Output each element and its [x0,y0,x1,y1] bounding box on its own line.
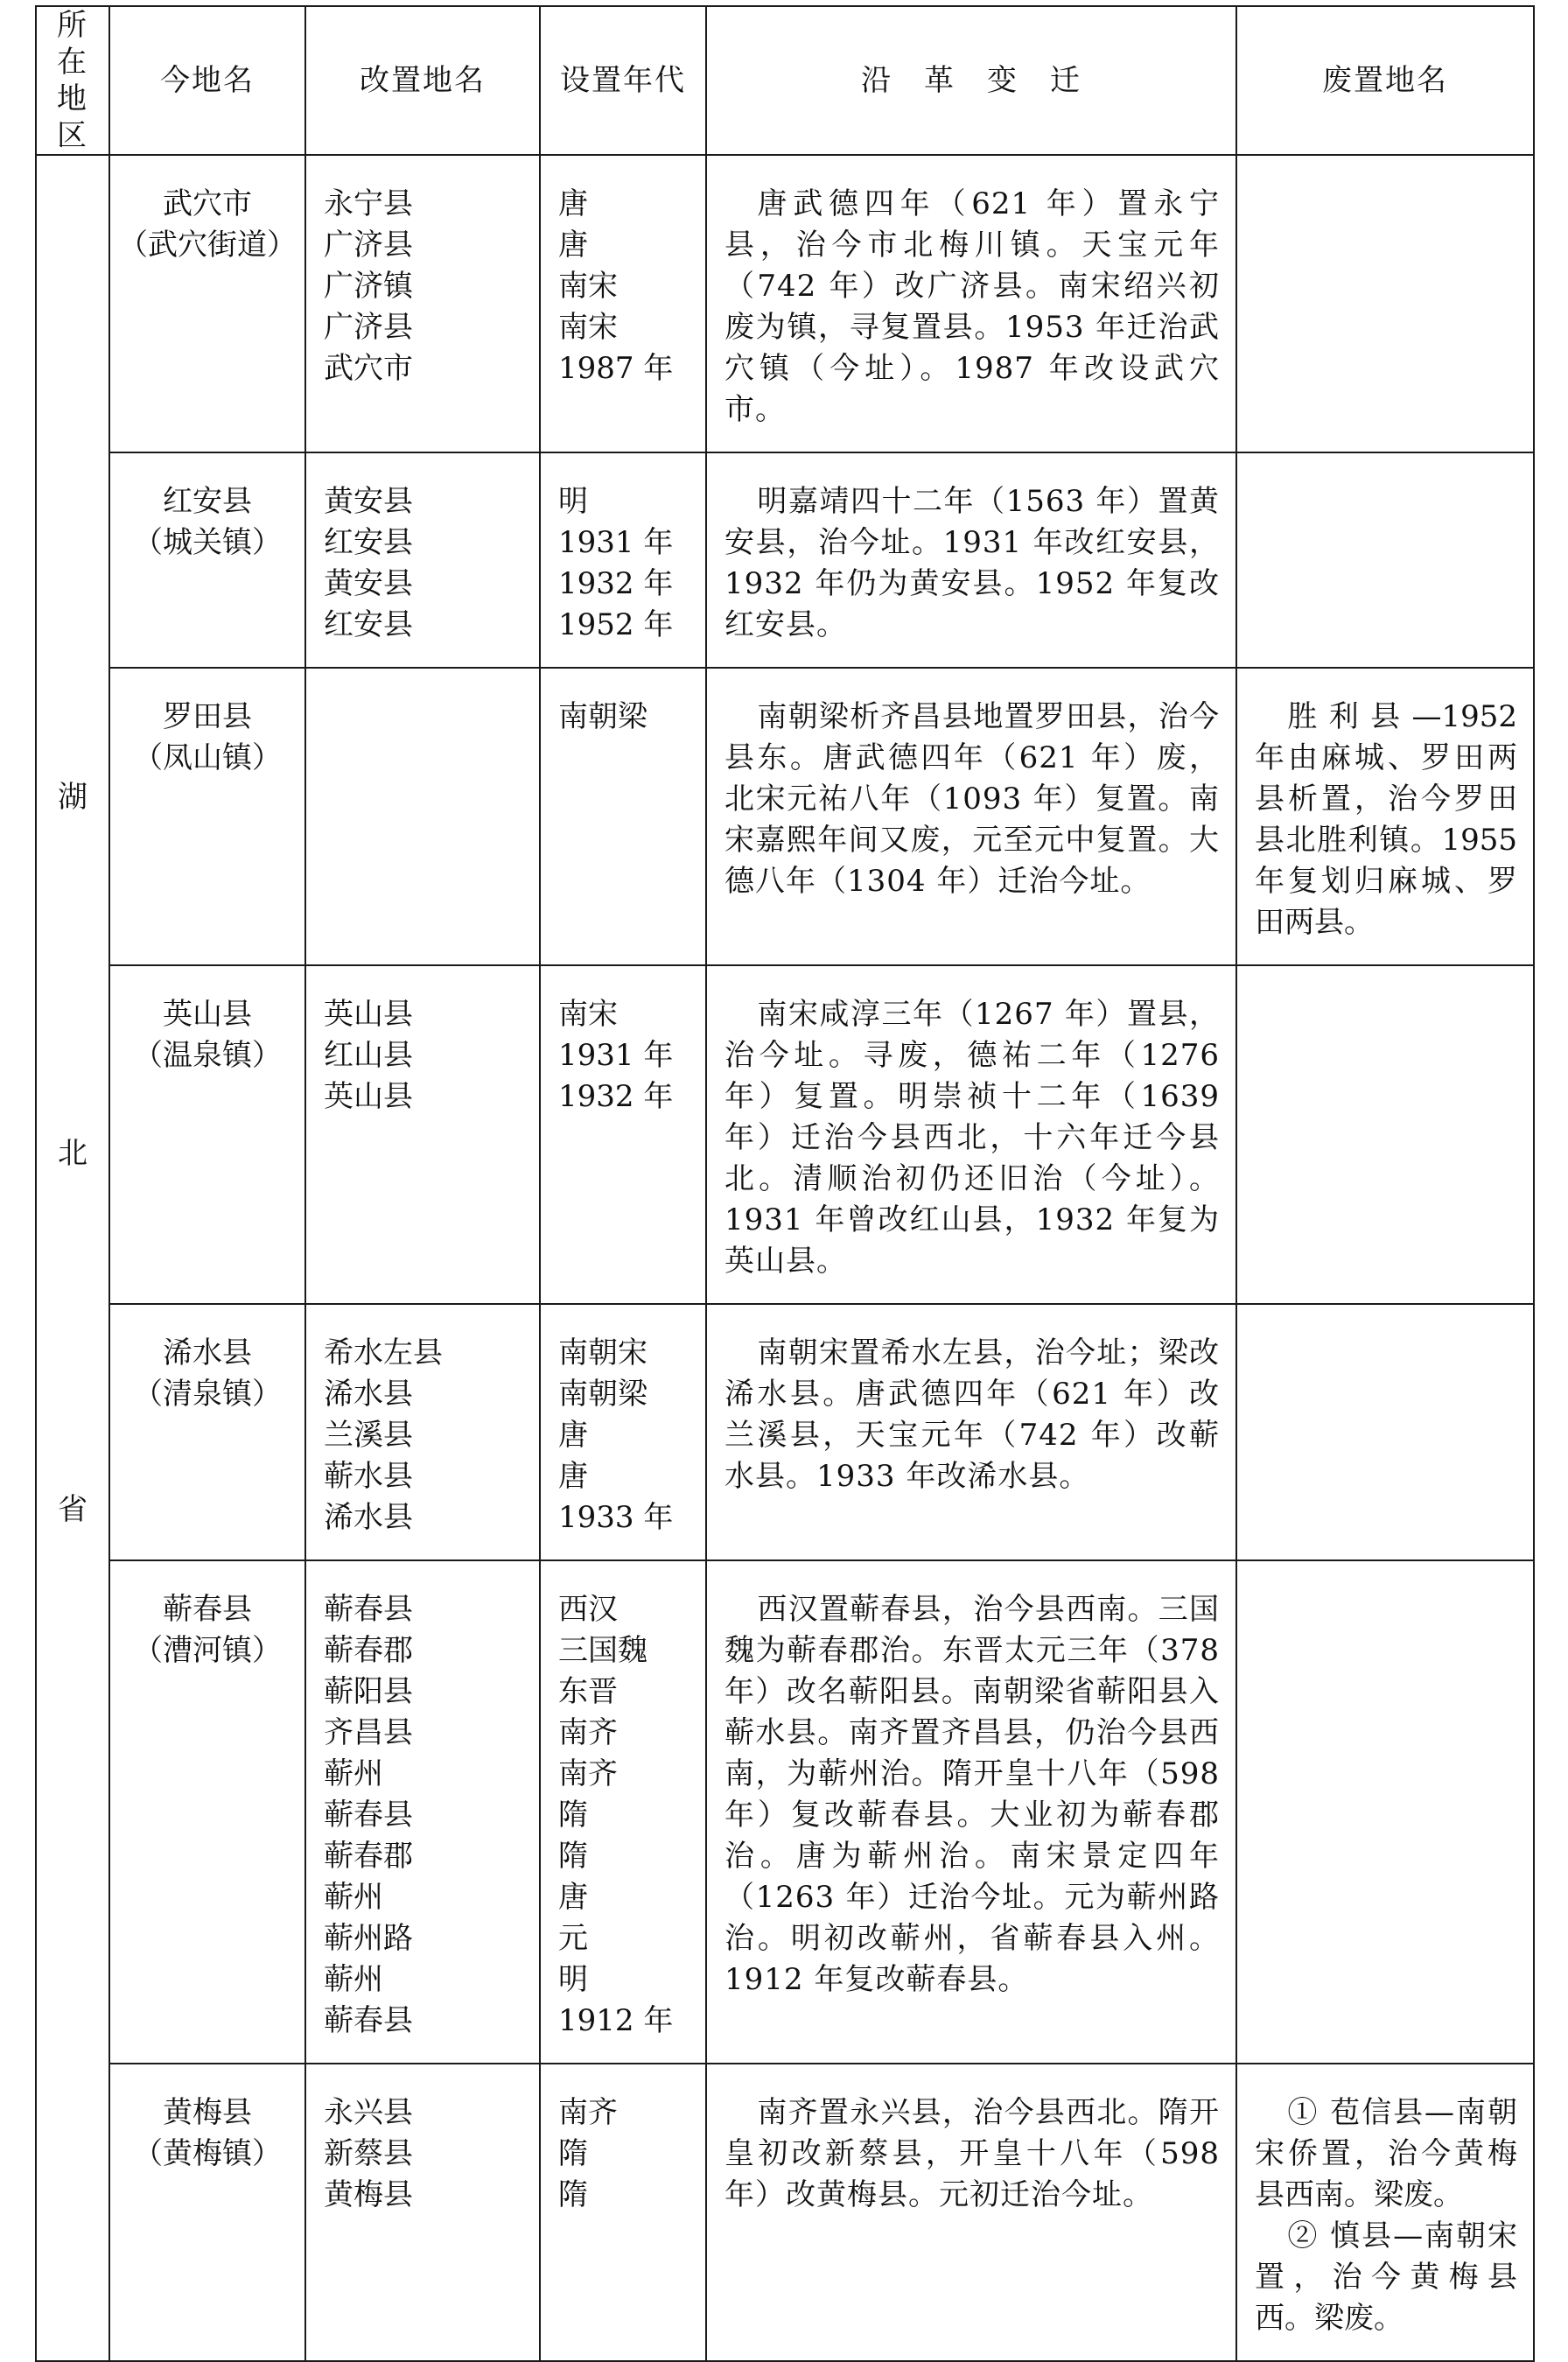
renamed-item: 蕲水县 [324,1459,413,1494]
year-item: 元 [558,1921,588,1956]
renamed-item: 永宁县 [324,186,413,221]
header-year: 设置年代 [540,6,706,155]
abolished-cell [1236,452,1534,668]
abolished-item: ② 慎县—南朝宋置，治今黄梅县西。梁废。 [1255,2218,1517,2336]
table-row [36,155,1534,452]
abolished-item: 胜利县—1952 年由麻城、罗田两县析置，治今罗田县北胜利镇。1955 年复划归麻城、罗田两县。 [1255,699,1517,940]
evolution-text: 西汉置蕲春县，治今县西南。三国魏为蕲春郡治。东晋太元三年（378 年）改名蕲阳县。南朝梁省蕲阳县入蕲水县。南齐置齐昌县，仍治今县西南，为蕲州治。隋开皇十八年（598 年）复改蕲春县。大业初为蕲春郡治。唐为蕲州治。南宋景定四年（1263 年）迁治今址。元为蕲州路治。明初改蕲州，省蕲春县入州。1912 年复改蕲春县。 [724,1592,1220,1997]
renamed-cell [305,452,540,668]
header-region [36,6,109,155]
renamed-item: 浠水县 [324,1500,413,1535]
year-item: 1912 年 [558,2003,674,2038]
year-item: 东晋 [558,1674,618,1709]
evolution-cell [706,1560,1236,2064]
current-name-cell [109,1304,305,1560]
region-char: 省 [58,1492,88,1527]
renamed-item: 广济镇 [324,269,413,304]
abolished-item: ① 苞信县—南朝宋侨置，治今黄梅县西南。梁废。 [1255,2095,1517,2212]
year-item: 1931 年 [558,525,674,560]
region-char: 湖 [58,780,88,815]
region-char: 北 [58,1136,88,1171]
renamed-item: 英山县 [324,1079,413,1114]
renamed-item: 黄安县 [324,566,413,601]
evolution-cell [706,452,1236,668]
current-name: 蕲春县 [163,1592,252,1627]
renamed-item: 蕲阳县 [324,1674,413,1709]
table-body [36,155,1534,2361]
evolution-text: 南朝梁析齐昌县地置罗田县，治今县东。唐武德四年（621 年）废，北宋元祐八年（1093 年）复置。南宋嘉熙年间又废，元至元中复置。大德八年（1304 年）迁治今址。 [724,699,1220,899]
gazetteer-page [35,5,1533,2362]
current-name: 黄梅县 [163,2095,252,2130]
renamed-cell [305,155,540,452]
year-cell [540,452,706,668]
table-row [36,452,1534,668]
year-item: 唐 [558,186,588,221]
renamed-item: 蕲春郡 [324,1633,413,1668]
evolution-text: 唐武德四年（621 年）置永宁县，治今市北梅川镇。天宝元年（742 年）改广济县。南宋绍兴初废为镇，寻复置县。1953 年迁治武穴镇（今址）。1987 年改设武穴市。 [724,186,1220,427]
renamed-item: 蕲春县 [324,1798,413,1833]
county-seat: （城关镇） [133,525,282,560]
place-name-table [35,5,1535,2362]
renamed-item: 浠水县 [324,1377,413,1412]
year-item: 隋 [558,2177,588,2212]
renamed-item: 齐昌县 [324,1715,413,1750]
abolished-cell [1236,668,1534,965]
year-item: 1932 年 [558,1079,674,1114]
header-renamed: 改置地名 [305,6,540,155]
year-item: 明 [558,1962,588,1997]
year-item: 隋 [558,2136,588,2171]
year-item: 唐 [558,1880,588,1915]
county-seat: （凤山镇） [133,740,282,775]
table-row [36,1560,1534,2064]
abolished-cell [1236,2064,1534,2361]
year-item: 南宋 [558,269,618,304]
year-item: 三国魏 [558,1633,648,1668]
table-row [36,965,1534,1304]
renamed-item: 广济县 [324,310,413,345]
renamed-item: 红山县 [324,1038,413,1073]
year-item: 南朝梁 [558,1377,648,1412]
region-name [37,156,108,1531]
county-seat: （黄梅镇） [133,2136,282,2171]
abolished-cell [1236,155,1534,452]
year-item: 1931 年 [558,1038,674,1073]
evolution-text: 南宋咸淳三年（1267 年）置县，治今址。寻废，德祐二年（1276 年）复置。明崇祯十二年（1639 年）迁治今县西北，十六年迁今县北。清顺治初仍还旧治（今址）。1931 年曾改红山县，1932 年复为英山县。 [724,997,1220,1279]
renamed-item: 新蔡县 [324,2136,413,2171]
year-item: 隋 [558,1798,588,1833]
region-cell [36,155,109,2361]
year-item: 1952 年 [558,607,674,642]
current-name-cell [109,155,305,452]
evolution-cell [706,668,1236,965]
year-item: 南齐 [558,1756,618,1791]
header-evolution: 沿 革 变 迁 [706,6,1236,155]
current-name: 武穴市 [163,186,252,221]
renamed-item: 希水左县 [324,1335,443,1370]
renamed-item: 蕲州路 [324,1921,413,1956]
year-item: 南齐 [558,2095,618,2130]
year-item: 南朝梁 [558,699,648,734]
year-cell [540,155,706,452]
year-item: 1987 年 [558,351,674,386]
year-cell [540,1560,706,2064]
county-seat: （温泉镇） [133,1038,282,1073]
evolution-cell [706,2064,1236,2361]
current-name-cell [109,965,305,1304]
renamed-cell [305,965,540,1304]
table-row [36,2064,1534,2361]
county-seat: （漕河镇） [133,1633,282,1668]
renamed-cell [305,2064,540,2361]
abolished-cell [1236,1304,1534,1560]
header-current-name: 今地名 [109,6,305,155]
renamed-item: 蕲春县 [324,1592,413,1627]
evolution-text: 明嘉靖四十二年（1563 年）置黄安县，治今址。1931 年改红安县，1932 年仍为黄安县。1952 年复改红安县。 [724,484,1220,642]
year-item: 南朝宋 [558,1335,648,1370]
year-item: 南宋 [558,310,618,345]
current-name: 罗田县 [163,699,252,734]
county-seat: （清泉镇） [133,1377,282,1412]
renamed-cell [305,1560,540,2064]
evolution-text: 南齐置永兴县，治今县西北。隋开皇初改新蔡县，开皇十八年（598 年）改黄梅县。元初迁治今址。 [724,2095,1220,2212]
table-header-row [36,6,1534,155]
year-item: 唐 [558,1418,588,1453]
renamed-item: 红安县 [324,525,413,560]
year-item: 南齐 [558,1715,618,1750]
renamed-item: 蕲州 [324,1880,383,1915]
renamed-item: 蕲春县 [324,2003,413,2038]
renamed-item: 蕲州 [324,1756,383,1791]
year-item: 明 [558,484,588,519]
year-item: 唐 [558,1459,588,1494]
year-item: 1932 年 [558,566,674,601]
renamed-cell [305,668,540,965]
renamed-item: 英山县 [324,997,413,1032]
current-name-cell [109,1560,305,2064]
abolished-cell [1236,1560,1534,2064]
renamed-item: 兰溪县 [324,1418,413,1453]
table-row [36,1304,1534,1560]
evolution-cell [706,965,1236,1304]
year-item: 1933 年 [558,1500,674,1535]
renamed-item: 红安县 [324,607,413,642]
year-item: 西汉 [558,1592,618,1627]
current-name: 浠水县 [163,1335,252,1370]
table-row [36,668,1534,965]
current-name: 英山县 [163,997,252,1032]
year-cell [540,965,706,1304]
evolution-text: 南朝宋置希水左县，治今址；梁改浠水县。唐武德四年（621 年）改兰溪县，天宝元年（742 年）改蕲水县。1933 年改浠水县。 [724,1335,1220,1494]
renamed-item: 黄梅县 [324,2177,413,2212]
year-cell [540,668,706,965]
renamed-item: 蕲州 [324,1962,383,1997]
year-item: 隋 [558,1839,588,1874]
current-name-cell [109,668,305,965]
evolution-cell [706,155,1236,452]
renamed-cell [305,1304,540,1560]
year-cell [540,2064,706,2361]
abolished-cell [1236,965,1534,1304]
evolution-cell [706,1304,1236,1560]
header-region-label: 所在地区 [57,8,88,153]
current-name-cell [109,2064,305,2361]
renamed-item: 武穴市 [324,351,413,386]
renamed-item: 永兴县 [324,2095,413,2130]
county-seat: （武穴街道） [118,228,297,263]
year-item: 南宋 [558,997,618,1032]
renamed-item: 黄安县 [324,484,413,519]
year-item: 唐 [558,228,588,263]
year-cell [540,1304,706,1560]
renamed-item: 广济县 [324,228,413,263]
header-abolished: 废置地名 [1236,6,1534,155]
current-name: 红安县 [163,484,252,519]
current-name-cell [109,452,305,668]
renamed-item: 蕲春郡 [324,1839,413,1874]
